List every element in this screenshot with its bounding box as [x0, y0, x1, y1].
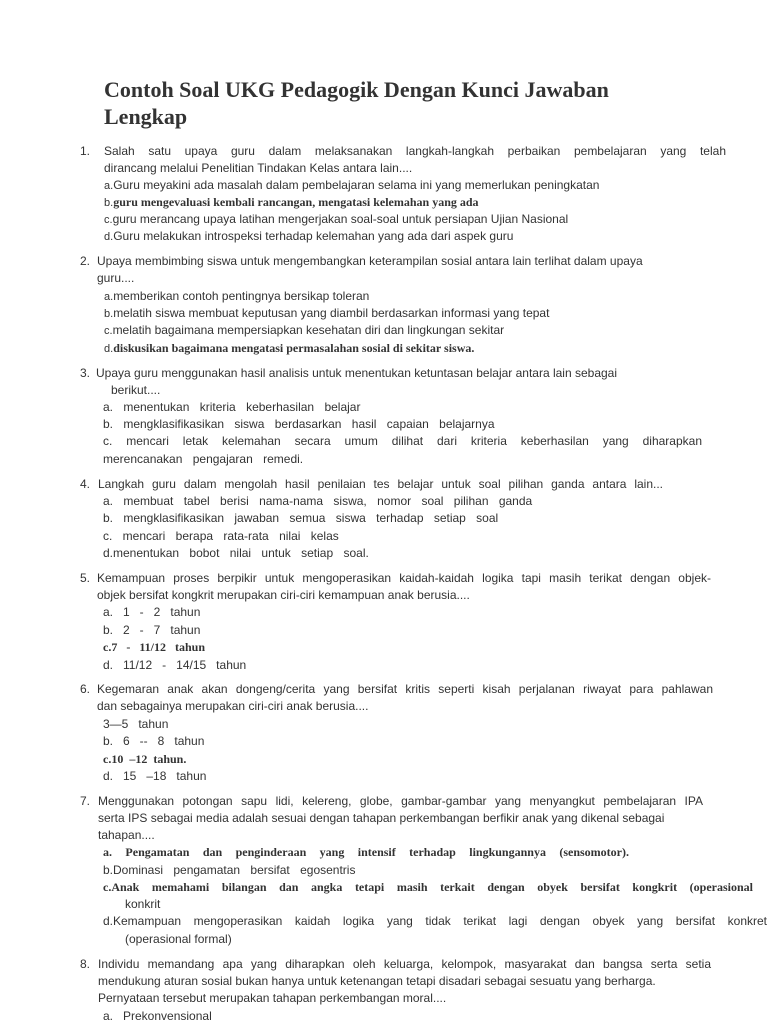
question-number: 4.	[80, 477, 91, 491]
option-text: Guru meyakini ada masalah dalam pembelajaran selama ini yang memerlukan peningkatan	[113, 178, 600, 192]
option-text: melatih siswa membuat keputusan yang diambil berdasarkan informasi yang tepat	[113, 306, 550, 320]
stem-line: Salah satu upaya guru dalam melaksanakan langkah-langkah perbaikan pembelajaran yang telah	[104, 144, 726, 158]
option-c-answer: c.10 –12 tahun.	[103, 752, 187, 766]
option-c-answer: c.7 - 11/12 tahun	[103, 640, 206, 654]
question-stem	[97, 570, 711, 604]
stem-line: Pernyataan tersebut merupakan tahapan perkembangan moral....	[98, 991, 447, 1005]
option-c	[104, 322, 504, 340]
option-a-answer: a. Pengamatan dan penginderaan yang intensif terhadap lingkungannya (sensomotor).	[103, 845, 629, 859]
stem-line: Kegemaran anak akan dongeng/cerita yang bersifat kritis seperti kisah perjalanan riwayat para pahlawan	[97, 682, 713, 696]
option-letter: a.	[104, 180, 114, 192]
question-number: 7.	[80, 794, 91, 808]
option-letter: d.	[104, 343, 114, 355]
option-a: a. 1 - 2 tahun	[103, 605, 201, 619]
option-text: guru mengevaluasi kembali rancangan, mengatasi kelemahan yang ada	[113, 195, 479, 209]
option-b: b. 2 - 7 tahun	[103, 623, 201, 637]
option-a: a. menentukan kriteria keberhasilan belajar	[103, 400, 361, 414]
stem-line: Individu memandang apa yang diharapkan oleh keluarga, kelompok, masyarakat dan bangsa serta setia	[98, 957, 711, 971]
option-d: d. 11/12 - 14/15 tahun	[103, 658, 247, 672]
option-c-continued: merencanakan pengajaran remedi.	[103, 452, 304, 466]
option-b: b. mengklasifikasikan siswa berdasarkan hasil capaian belajarnya	[103, 417, 495, 431]
stem-line: serta IPS sebagai media adalah sesuai dengan tahapan perkembangan berfikir anak yang dikenal sebagai	[98, 811, 665, 825]
stem-line: tahapan....	[98, 828, 155, 842]
option-text: memberikan contoh pentingnya bersikap toleran	[113, 289, 370, 303]
option-text: diskusikan bagaimana mengatasi permasalahan sosial di sekitar siswa.	[113, 341, 475, 355]
option-letter: c.	[104, 325, 113, 337]
option-text: melatih bagaimana mempersiapkan kesehatan diri dan lingkungan sekitar	[112, 323, 505, 337]
option-d-continued: (operasional formal)	[125, 932, 232, 946]
option-b: b.Dominasi pengamatan bersifat egosentris	[103, 863, 356, 877]
question-number: 5.	[80, 571, 91, 585]
stem-line: dirancang melalui Penelitian Tindakan Kelas antara lain....	[104, 161, 413, 175]
option-d: d.Kemampuan mengoperasikan kaidah logika yang tidak terikat lagi dengan obyek yang bersifat konkret	[103, 914, 767, 928]
option-b: b. mengklasifikasikan jawaban semua siswa terhadap setiap soal	[103, 511, 499, 525]
option-c: c. mencari berapa rata-rata nilai kelas	[103, 529, 339, 543]
option-b-answer	[104, 194, 479, 212]
option-b: b. 6 -- 8 tahun	[103, 734, 205, 748]
page-title: Contoh Soal UKG Pedagogik Dengan Kunci Jawaban Lengkap	[104, 77, 609, 129]
stem-line: Upaya membimbing siswa untuk mengembangkan keterampilan sosial antara lain terlihat dalam upaya	[97, 254, 643, 268]
option-c-answer: c.Anak memahami bilangan dan angka tetapi masih terkait dengan obyek bersifat kongkrit (operasional	[103, 880, 753, 894]
option-c-continued: konkrit	[125, 897, 161, 911]
option-a	[104, 177, 599, 195]
question-stem	[104, 143, 726, 177]
option-d-answer	[104, 340, 474, 358]
option-b	[104, 305, 549, 323]
option-a: a. membuat tabel berisi nama-nama siswa, nomor soal pilihan ganda	[103, 494, 533, 508]
option-letter: d.	[104, 231, 114, 243]
stem-line: dan sebagainya merupakan ciri-ciri anak berusia....	[97, 699, 369, 713]
stem-line: Langkah guru dalam mengolah hasil penilaian tes belajar untuk soal pilihan ganda antara lain...	[98, 477, 663, 491]
stem-line: objek bersifat kongkrit merupakan ciri-ciri kemampuan anak berusia....	[97, 588, 470, 602]
question-number: 6.	[80, 682, 91, 696]
option-c	[104, 211, 568, 229]
option-a: 3—5 tahun	[103, 717, 169, 731]
question-stem	[98, 956, 711, 1007]
question-number: 1.	[80, 144, 91, 158]
question-stem	[98, 476, 663, 493]
option-letter: a.	[104, 291, 114, 303]
question-stem	[97, 681, 713, 715]
stem-line: Menggunakan potongan sapu lidi, kelereng, globe, gambar-gambar yang menyangkut pembelajaran IPA	[98, 794, 703, 808]
stem-line: mendukung aturan sosial bukan hanya untuk ketenangan tetapi disadari sebagai sesuatu yang berharga.	[98, 974, 656, 988]
stem-line: Kemampuan proses berpikir untuk mengoperasikan kaidah-kaidah logika tapi masih terikat dengan objek-	[97, 571, 711, 585]
stem-line: Upaya guru menggunakan hasil analisis untuk menentukan ketuntasan belajar antara lain sebagai	[96, 366, 618, 380]
option-c: c. mencari letak kelemahan secara umum dilihat dari kriteria keberhasilan yang diharapkan	[103, 434, 702, 448]
option-a: a. Prekonvensional	[103, 1009, 212, 1023]
question-stem	[96, 365, 656, 399]
stem-line: berikut....	[111, 383, 161, 397]
question-number: 8.	[80, 957, 91, 971]
option-d-answer: d.menentukan bobot nilai untuk setiap soal.	[103, 546, 369, 560]
stem-line: guru....	[97, 271, 135, 285]
question-number: 2.	[80, 254, 91, 268]
question-number: 3.	[80, 366, 91, 380]
option-text: Guru melakukan introspeksi terhadap kelemahan yang ada dari aspek guru	[113, 229, 514, 243]
option-d: d. 15 –18 tahun	[103, 769, 207, 783]
question-stem	[98, 793, 703, 844]
option-a	[104, 288, 369, 306]
option-letter: b.	[104, 197, 114, 209]
option-text: guru merancang upaya latihan mengerjakan soal-soal untuk persiapan Ujian Nasional	[112, 212, 569, 226]
option-d	[104, 228, 513, 246]
option-letter: c.	[104, 214, 113, 226]
option-letter: b.	[104, 308, 114, 320]
question-stem	[97, 253, 687, 287]
